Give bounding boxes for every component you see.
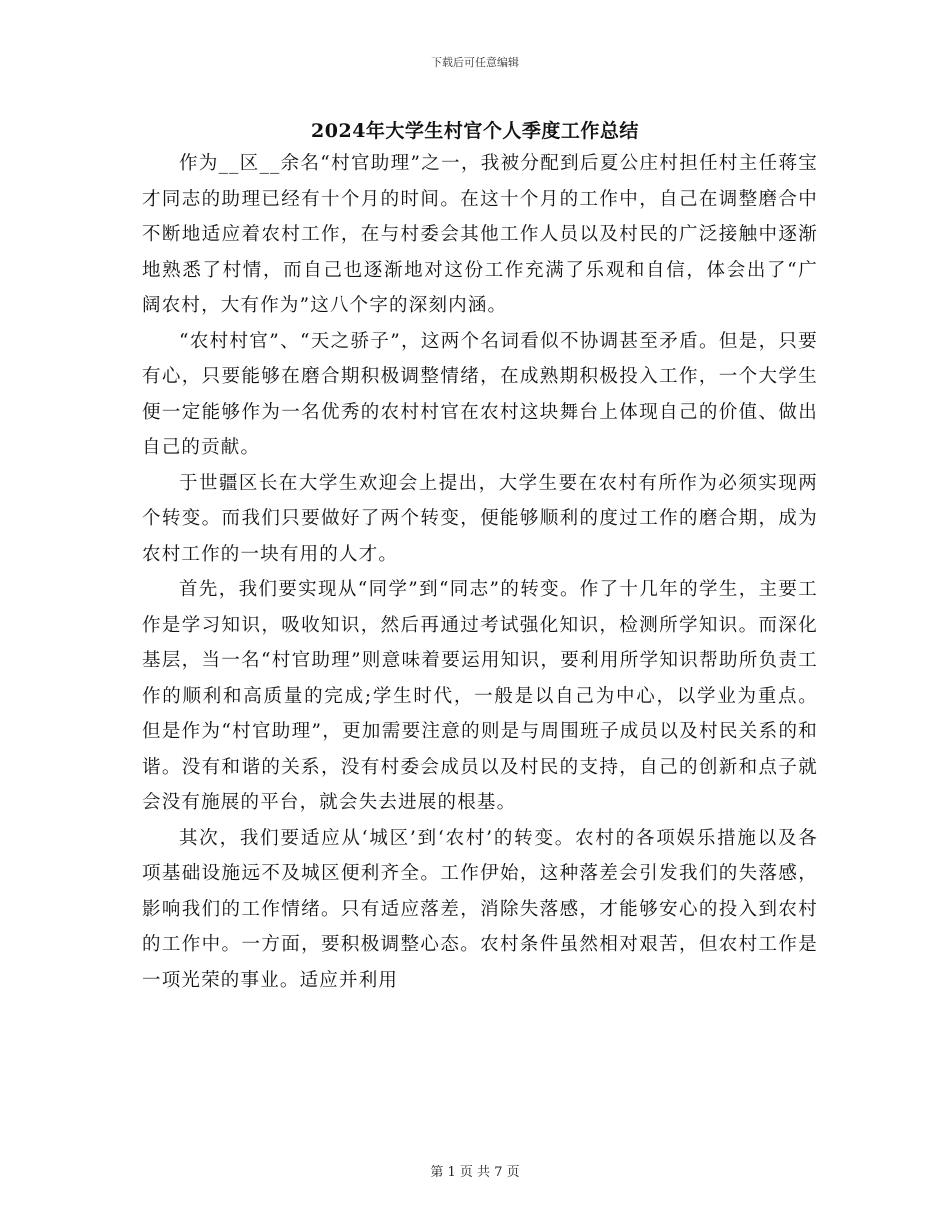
page-footer: 第 1 页 共 7 页 <box>430 1165 520 1180</box>
paragraph-5: 其次，我们要适应从‘城区’到‘农村’的转变。农村的各项娱乐措施以及各项基础设施远不及城区便利齐全。工作伊始，这种落差会引发我们的失落感，影响我们的工作情绪。只有适应落差，消除失落感，才能够安心的投入到农村的工作中。一方面，要积极调整心态。农村条件虽然相对艰苦，但农村工作是一项光荣的事业。适应并利用 <box>142 827 818 991</box>
paragraph-2: “农村村官”、“天之骄子”，这两个名词看似不协调甚至矛盾。但是，只要有心，只要能够在磨合期积极调整情绪，在成熟期积极投入工作，一个大学生便一定能够作为一名优秀的农村村官在农村这块舞台上体现自己的价值、做出自己的贡献。 <box>142 330 818 458</box>
document-title: 2024年大学生村官个人季度工作总结 <box>311 120 639 142</box>
paragraph-4: 首先，我们要实现从“同学”到“同志”的转变。作了十几年的学生，主要工作是学习知识，吸收知识，然后再通过考试强化知识，检测所学知识。而深化基层，当一名“村官助理”则意味着要运用知识，要利用所学知识帮助所负责工作的顺利和高质量的完成;学生时代，一般是以自己为中心，以学业为重点。但是作为“村官助理”，更加需要注意的则是与周围班子成员以及村民关系的和谐。没有和谐的关系，没有村委会成员以及村民的支持，自己的创新和点子就会没有施展的平台，就会失去进展的根基。 <box>142 579 818 813</box>
document-body <box>142 146 818 998</box>
paragraph-1: 作为__区__余名“村官助理”之一，我被分配到后夏公庄村担任村主任蒋宝才同志的助理已经有十个月的时间。在这十个月的工作中，自己在调整磨合中不断地适应着农村工作，在与村委会其他工作人员以及村民的广泛接触中逐渐地熟悉了村情，而自己也逐渐地对这份工作充满了乐观和自信，体会出了“广阔农村，大有作为”这八个字的深刻内涵。 <box>142 153 818 316</box>
paragraph-3: 于世疆区长在大学生欢迎会上提出，大学生要在农村有所作为必须实现两个转变。而我们只要做好了两个转变，便能够顺利的度过工作的磨合期，成为农村工作的一块有用的人才。 <box>142 472 818 565</box>
header-note: 下载后可任意编辑 <box>431 56 519 69</box>
